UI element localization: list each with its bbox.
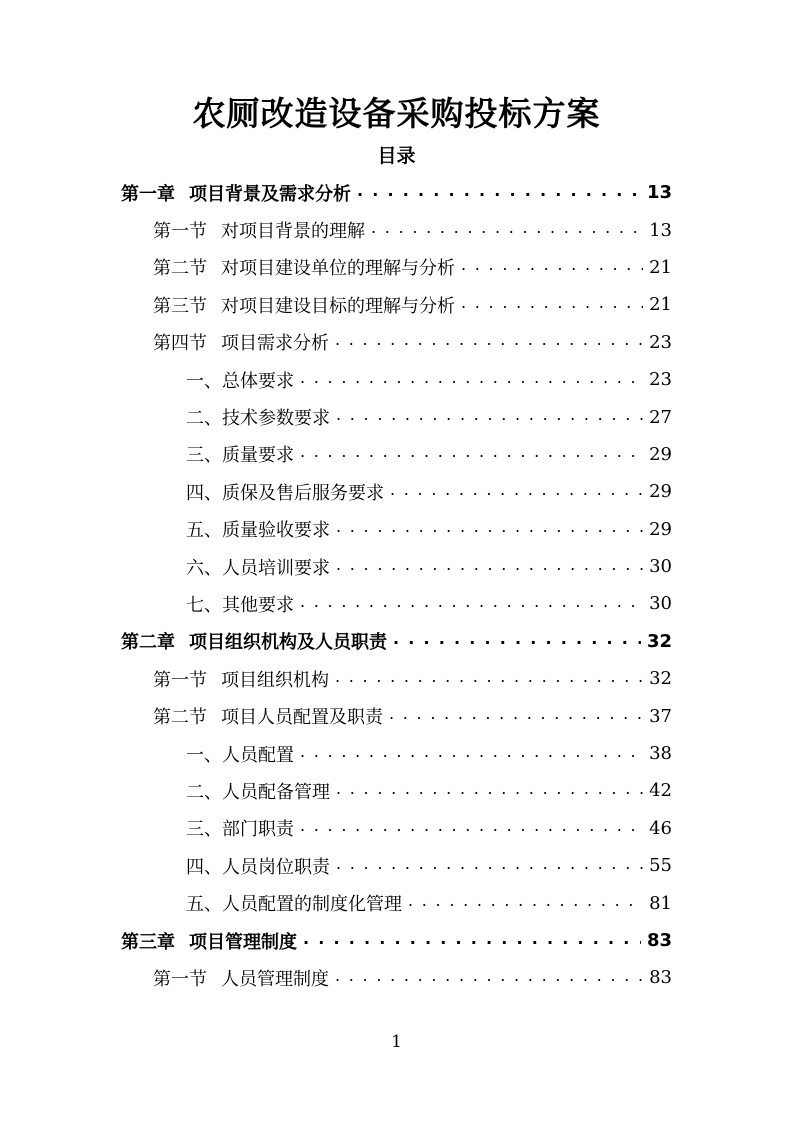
- toc-entry-label: [186, 815, 294, 841]
- toc-entry-text: 人员配置的制度化管理: [222, 894, 402, 916]
- toc-dot-leader: [336, 557, 643, 577]
- toc-entry-label: [186, 890, 402, 916]
- toc-dot-leader: [389, 706, 643, 726]
- toc-entry-page: 81: [649, 892, 672, 914]
- toc-entry-label: [121, 928, 297, 954]
- toc-entry-label: [186, 404, 330, 430]
- toc-entry-number: 三、: [186, 445, 222, 467]
- toc-entry-page: 21: [649, 294, 672, 316]
- toc-entry-number: 第三章: [121, 931, 175, 953]
- toc-entry-page: 55: [649, 855, 672, 877]
- toc-dot-leader: [461, 257, 643, 277]
- toc-entry-label: [186, 367, 294, 393]
- toc-entry-label: [153, 666, 329, 692]
- toc-entry-label: [186, 591, 294, 617]
- toc-entry-text: 部门职责: [222, 819, 294, 841]
- toc-entry[interactable]: [0, 623, 793, 660]
- toc-entry-page: 46: [649, 817, 672, 839]
- toc-entry-text: 人员管理制度: [221, 968, 329, 990]
- toc-dot-leader: [336, 781, 643, 801]
- toc-entry-page: 42: [649, 780, 672, 802]
- toc-entry-page: 23: [649, 369, 672, 391]
- toc-entry-text: 人员配备管理: [222, 781, 330, 803]
- toc-entry-number: 二、: [186, 408, 222, 430]
- toc-entry-label: [186, 516, 330, 542]
- toc-dot-leader: [300, 818, 643, 838]
- toc-dot-leader: [393, 631, 641, 651]
- toc-entry-page: 83: [649, 967, 672, 989]
- toc-entry-label: [153, 965, 329, 991]
- toc-entry-text: 项目管理制度: [189, 931, 297, 953]
- toc-entry-number: 第一章: [121, 183, 175, 205]
- toc-entry-number: 四、: [186, 856, 222, 878]
- toc-entry-label: [153, 292, 455, 318]
- toc-entry-number: 第一节: [153, 221, 207, 243]
- toc-entry[interactable]: [0, 436, 793, 473]
- toc-entry-label: [186, 778, 330, 804]
- toc-entry-number: 第四节: [153, 333, 207, 355]
- toc-entry-number: 五、: [186, 520, 222, 542]
- toc-dot-leader: [461, 295, 643, 315]
- toc-entry-text: 项目需求分析: [221, 333, 329, 355]
- toc-entry[interactable]: [0, 174, 793, 211]
- toc-entry-label: [121, 180, 351, 206]
- toc-entry[interactable]: [0, 810, 793, 847]
- toc-entry-text: 项目组织机构: [221, 669, 329, 691]
- toc-entry-page: 23: [649, 331, 672, 353]
- toc-entry-label: [121, 628, 387, 654]
- document-title: 农厕改造设备采购投标方案: [192, 94, 601, 133]
- toc-entry-text: 项目组织机构及人员职责: [189, 632, 387, 654]
- toc-entry-page: 29: [649, 443, 672, 465]
- toc-entry-page: 32: [649, 668, 672, 690]
- toc-entry-text: 其他要求: [222, 594, 294, 616]
- toc-entry[interactable]: [0, 473, 793, 510]
- toc-entry-label: [153, 703, 383, 729]
- toc-entry[interactable]: [0, 211, 793, 248]
- toc-entry-page: 13: [649, 219, 672, 241]
- toc-dot-leader: [300, 444, 643, 464]
- toc-entry-page: 32: [646, 630, 672, 652]
- toc-entry-page: 30: [649, 556, 672, 578]
- toc-entry-page: 13: [646, 182, 672, 204]
- toc-entry[interactable]: [0, 660, 793, 697]
- toc-entry-page: 27: [649, 406, 672, 428]
- toc-entry-number: 七、: [186, 594, 222, 616]
- toc-entry-label: [153, 217, 365, 243]
- toc-entry[interactable]: [0, 735, 793, 772]
- toc-dot-leader: [335, 968, 643, 988]
- toc-dot-leader: [335, 332, 643, 352]
- toc-entry[interactable]: [0, 959, 793, 996]
- toc-entry[interactable]: [0, 249, 793, 286]
- toc-heading: 目录: [377, 145, 416, 167]
- toc-entry-text: 对项目背景的理解: [221, 221, 365, 243]
- toc-entry-label: [186, 479, 384, 505]
- table-of-contents: [0, 174, 793, 997]
- toc-entry-text: 总体要求: [222, 370, 294, 392]
- toc-dot-leader: [336, 407, 643, 427]
- toc-dot-leader: [300, 744, 643, 764]
- toc-entry-number: 四、: [186, 482, 222, 504]
- toc-entry[interactable]: [0, 286, 793, 323]
- toc-dot-leader: [336, 519, 643, 539]
- toc-entry-label: [153, 329, 329, 355]
- toc-dot-leader: [357, 183, 641, 203]
- toc-entry-number: 六、: [186, 557, 222, 579]
- toc-entry-page: 21: [649, 256, 672, 278]
- toc-dot-leader: [300, 594, 643, 614]
- toc-entry-text: 技术参数要求: [222, 408, 330, 430]
- toc-entry-page: 29: [649, 518, 672, 540]
- toc-entry-text: 对项目建设单位的理解与分析: [221, 258, 455, 280]
- toc-entry-number: 一、: [186, 370, 222, 392]
- toc-entry[interactable]: [0, 511, 793, 548]
- toc-entry-text: 质量验收要求: [222, 520, 330, 542]
- toc-entry-page: 30: [649, 593, 672, 615]
- toc-entry-number: 第一节: [153, 669, 207, 691]
- toc-entry-number: 三、: [186, 819, 222, 841]
- toc-entry-number: 第二章: [121, 632, 175, 654]
- toc-dot-leader: [335, 669, 643, 689]
- toc-entry[interactable]: [0, 884, 793, 921]
- toc-entry[interactable]: [0, 922, 793, 959]
- toc-entry-label: [186, 741, 294, 767]
- toc-entry-label: [186, 554, 330, 580]
- toc-entry-text: 对项目建设目标的理解与分析: [221, 295, 455, 317]
- toc-entry[interactable]: [0, 772, 793, 809]
- toc-entry-number: 第三节: [153, 295, 207, 317]
- toc-entry[interactable]: [0, 548, 793, 585]
- toc-entry-label: [153, 254, 455, 280]
- page-number: 1: [391, 1032, 402, 1052]
- toc-entry[interactable]: [0, 361, 793, 398]
- toc-dot-leader: [408, 893, 643, 913]
- toc-dot-leader: [300, 370, 643, 390]
- toc-entry-number: 第二节: [153, 707, 207, 729]
- toc-entry-text: 人员配置: [222, 744, 294, 766]
- toc-entry-text: 人员培训要求: [222, 557, 330, 579]
- toc-entry-text: 项目背景及需求分析: [189, 183, 351, 205]
- toc-entry[interactable]: [0, 697, 793, 734]
- toc-entry-text: 质量要求: [222, 445, 294, 467]
- toc-entry-number: 第二节: [153, 258, 207, 280]
- toc-entry[interactable]: [0, 847, 793, 884]
- toc-entry-label: [186, 441, 294, 467]
- toc-entry-text: 项目人员配置及职责: [221, 707, 383, 729]
- toc-entry-page: 38: [649, 743, 672, 765]
- toc-entry-number: 一、: [186, 744, 222, 766]
- toc-entry[interactable]: [0, 324, 793, 361]
- toc-entry-page: 29: [649, 481, 672, 503]
- toc-dot-leader: [371, 220, 643, 240]
- toc-entry-number: 二、: [186, 781, 222, 803]
- toc-entry-number: 第一节: [153, 968, 207, 990]
- toc-dot-leader: [336, 856, 643, 876]
- toc-entry-page: 37: [649, 705, 672, 727]
- toc-entry-number: 五、: [186, 894, 222, 916]
- toc-entry-text: 人员岗位职责: [222, 856, 330, 878]
- toc-entry-text: 质保及售后服务要求: [222, 482, 384, 504]
- toc-dot-leader: [303, 931, 641, 951]
- toc-entry[interactable]: [0, 398, 793, 435]
- toc-entry[interactable]: [0, 585, 793, 622]
- toc-dot-leader: [390, 482, 643, 502]
- toc-entry-page: 83: [646, 930, 672, 951]
- toc-entry-label: [186, 853, 330, 879]
